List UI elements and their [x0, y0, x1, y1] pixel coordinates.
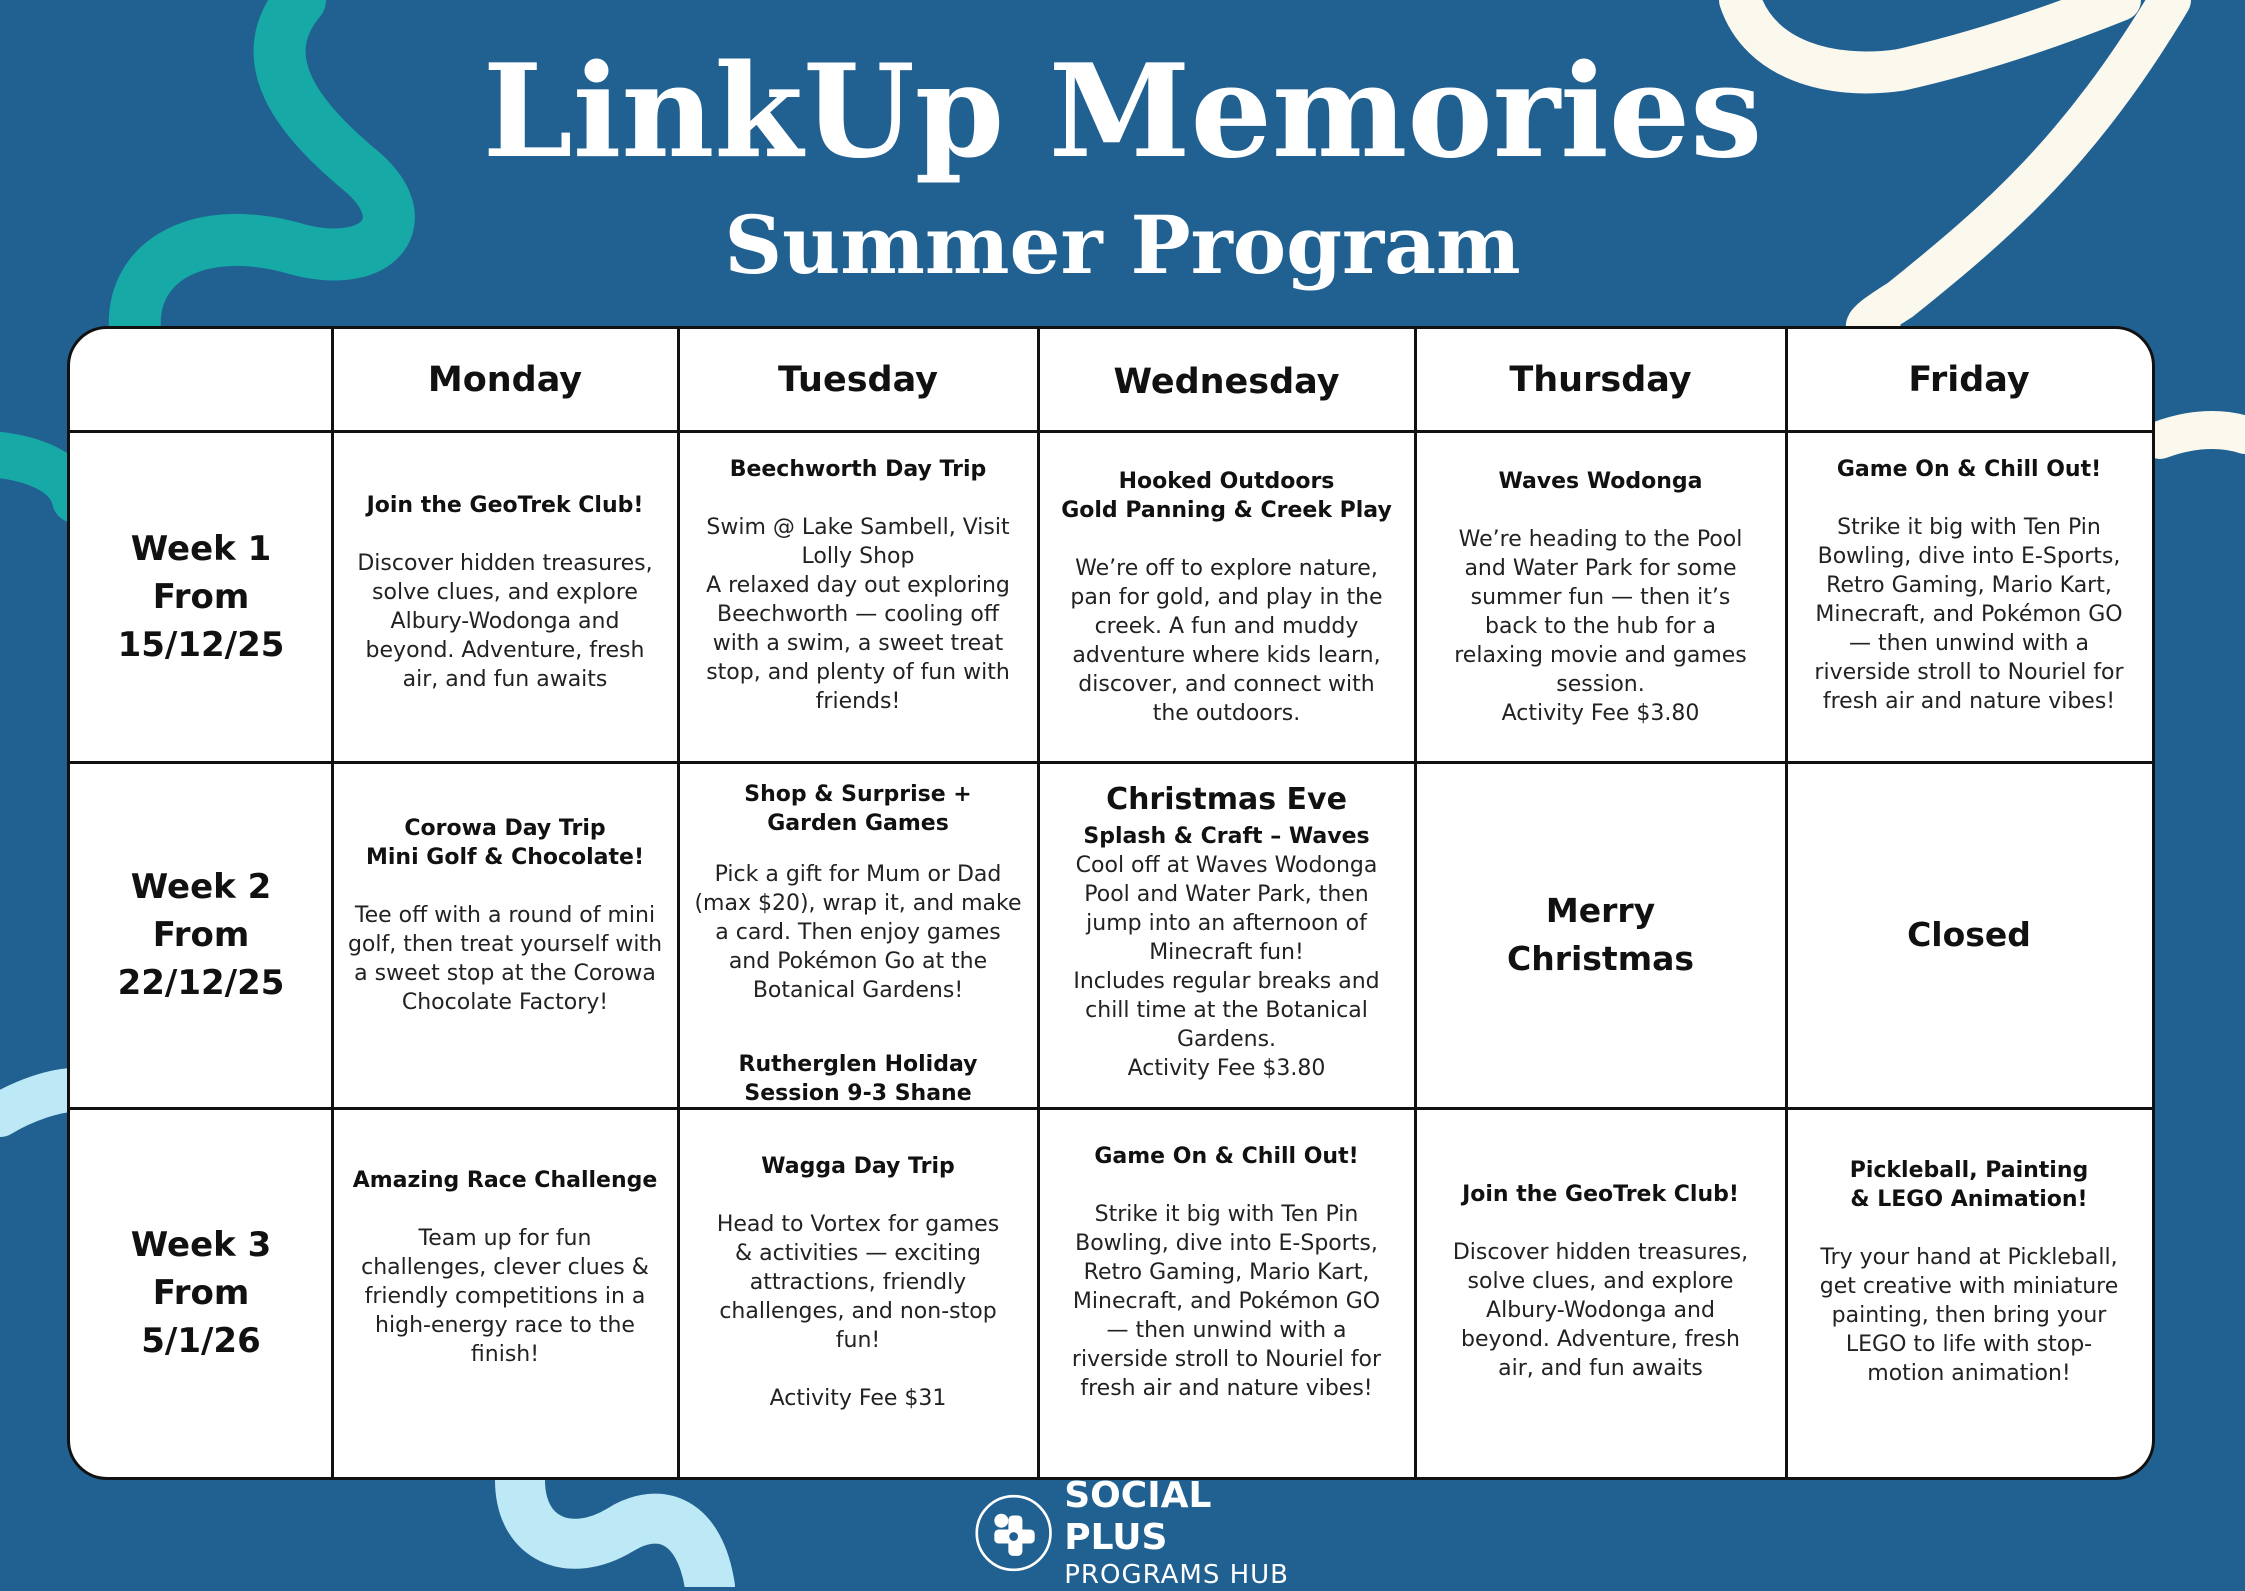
- activity-description: air, and fun awaits: [402, 667, 608, 692]
- activity-description: & activities — exciting: [735, 1241, 981, 1266]
- activity-description: finish!: [470, 1342, 540, 1367]
- activity-description: Swim @ Lake Sambell, Visit: [706, 515, 1010, 540]
- closure-label: Merry: [1545, 891, 1656, 930]
- activity-description: Try your hand at Pickleball,: [1820, 1245, 2118, 1270]
- activity-description: Chocolate Factory!: [401, 990, 609, 1015]
- activity-description: Strike it big with Ten Pin: [1837, 515, 2101, 540]
- week-label-line: 22/12/25: [117, 963, 285, 1003]
- plus-people-icon: [975, 1489, 1052, 1577]
- logo-line-1: SOCIAL PLUS: [1064, 1474, 1212, 1558]
- brand-logo: [975, 1474, 1295, 1590]
- activity-description: painting, then bring your: [1831, 1303, 2107, 1328]
- activity-description: Discover hidden treasures,: [357, 551, 653, 576]
- activity-description: Gardens.: [1176, 1027, 1277, 1052]
- activity-description: Minecraft, and Pokémon GO: [1072, 1289, 1381, 1314]
- activity-description: relaxing movie and games: [1454, 643, 1747, 668]
- day-header-thursday: Thursday: [1509, 360, 1692, 400]
- activity-description: Bowling, dive into E-Sports,: [1075, 1231, 1378, 1256]
- activity-description: We’re off to explore nature,: [1075, 556, 1378, 581]
- activity-description: riverside stroll to Nouriel for: [1814, 660, 2124, 685]
- activity-description: back to the hub for a: [1484, 614, 1717, 639]
- week-label-line: From: [152, 915, 250, 955]
- activity-description: Beechworth — cooling off: [716, 602, 999, 627]
- activity-cell: [332, 431, 678, 762]
- activity-title: Mini Golf & Chocolate!: [365, 845, 645, 870]
- activity-description: challenges, clever clues &: [361, 1255, 649, 1280]
- week-label-line: From: [152, 576, 250, 617]
- activity-cell: [332, 762, 678, 1108]
- activity-description: chill time at the Botanical: [1085, 998, 1368, 1023]
- activity-cell: [678, 762, 1038, 1108]
- day-header-monday: Monday: [427, 360, 583, 400]
- cream-wave-right-mid: [2160, 430, 2245, 440]
- activity-description: A relaxed day out exploring: [706, 573, 1010, 598]
- week-label-1: [70, 431, 332, 762]
- activity-description: Strike it big with Ten Pin: [1094, 1202, 1359, 1227]
- activity-description: motion animation!: [1867, 1361, 2071, 1386]
- activity-description: Team up for fun: [418, 1226, 592, 1251]
- week-label-line: Week 1: [130, 528, 272, 569]
- activity-cell: [1786, 762, 2152, 1108]
- activity-title: Shop & Surprise +: [744, 782, 972, 807]
- activity-description: Tee off with a round of mini: [354, 903, 656, 928]
- activity-description: Lolly Shop: [801, 544, 915, 569]
- activity-title: Amazing Race Challenge: [352, 1168, 658, 1193]
- activity-description: stop, and plenty of fun with: [706, 660, 1010, 685]
- activity-description: Activity Fee $3.80: [1501, 701, 1700, 726]
- activity-description: friendly competitions in a: [364, 1284, 646, 1309]
- week-label-2: [70, 762, 332, 1108]
- activity-description: solve clues, and explore: [1467, 1269, 1734, 1294]
- activity-description: the outdoors.: [1152, 701, 1301, 726]
- activity-description: Activity Fee $3.80: [1127, 1056, 1326, 1081]
- activity-description: Minecraft, and Pokémon GO: [1815, 602, 2123, 627]
- activity-description: — then unwind with a: [1848, 631, 2090, 656]
- activity-description: air, and fun awaits: [1498, 1356, 1703, 1381]
- activity-title: Join the GeoTrek Club!: [366, 493, 644, 518]
- activity-title: Game On & Chill Out!: [1094, 1144, 1359, 1169]
- activity-description: fresh air and nature vibes!: [1822, 689, 2116, 714]
- day-header-tuesday: Tuesday: [778, 360, 938, 400]
- activity-description: (max $20), wrap it, and make: [694, 891, 1022, 917]
- activity-title: Wagga Day Trip: [761, 1154, 955, 1179]
- activity-title: Beechworth Day Trip: [729, 457, 987, 482]
- week-label-3: [70, 1108, 332, 1477]
- activity-title: Pickleball, Painting: [1849, 1158, 2089, 1183]
- closure-label: Closed: [1907, 915, 2031, 954]
- activity-title: Corowa Day Trip: [404, 816, 606, 841]
- activity-cell: [678, 1108, 1038, 1477]
- activity-description: with a swim, a sweet treat: [712, 631, 1004, 656]
- day-header-friday: Friday: [1908, 360, 2030, 400]
- activity-cell: [1415, 1108, 1786, 1477]
- activity-description: Albury-Wodonga and: [390, 609, 620, 634]
- activity-title: Gold Panning & Creek Play: [1061, 498, 1392, 523]
- activity-description: pan for gold, and play in the: [1070, 585, 1383, 610]
- activity-cell: [1038, 1108, 1415, 1477]
- teal-wave-left: [0, 455, 75, 500]
- activity-description: Botanical Gardens!: [752, 978, 964, 1004]
- activity-cell: [1038, 762, 1415, 1108]
- activity-description: jump into an afternoon of: [1086, 911, 1367, 936]
- week-label-line: 15/12/25: [117, 624, 285, 665]
- activity-description: Discover hidden treasures,: [1452, 1240, 1749, 1265]
- page-subtitle: Summer Program: [724, 198, 1521, 292]
- session-note: Rutherglen Holiday: [738, 1051, 978, 1077]
- activity-cell: [1038, 431, 1415, 762]
- activity-description: a card. Then enjoy games: [715, 920, 1001, 946]
- activity-description: LEGO to life with stop-: [1845, 1332, 2093, 1357]
- activity-description: and Pokémon Go at the: [728, 949, 988, 975]
- activity-description: Pick a gift for Mum or Dad: [714, 862, 1002, 888]
- activity-description: adventure where kids learn,: [1072, 643, 1381, 668]
- lightblue-wave-bottom: [520, 1480, 710, 1587]
- lightblue-wave-left: [0, 1090, 75, 1115]
- activity-description: Includes regular breaks and: [1073, 969, 1380, 994]
- week-label-line: Week 2: [130, 867, 272, 907]
- activity-description: — then unwind with a: [1106, 1318, 1347, 1343]
- week-label-line: 5/1/26: [141, 1320, 261, 1361]
- activity-description: discover, and connect with: [1078, 672, 1375, 697]
- activity-description: beyond. Adventure, fresh: [365, 638, 645, 663]
- page-title: LinkUp Memories: [482, 37, 1763, 187]
- session-note: Session 9-3 Shane: [744, 1080, 972, 1106]
- activity-description: Retro Gaming, Mario Kart,: [1826, 573, 2112, 598]
- activity-cell: [1786, 431, 2152, 762]
- activity-description: riverside stroll to Nouriel for: [1071, 1347, 1382, 1372]
- activity-title: Game On & Chill Out!: [1836, 457, 2102, 482]
- activity-title: Join the GeoTrek Club!: [1462, 1182, 1739, 1207]
- activity-description: beyond. Adventure, fresh: [1461, 1327, 1740, 1352]
- activity-cell: [1415, 762, 1786, 1108]
- logo-line-2: PROGRAMS HUB: [1064, 1559, 1290, 1590]
- activity-description: solve clues, and explore: [372, 580, 638, 605]
- activity-description: Cool off at Waves Wodonga: [1075, 853, 1378, 878]
- activity-description: and Water Park for some: [1464, 556, 1737, 581]
- activity-description: a sweet stop at the Corowa: [354, 961, 656, 986]
- activity-description: We’re heading to the Pool: [1458, 527, 1743, 552]
- activity-title: & LEGO Animation!: [1850, 1187, 2088, 1212]
- program-table: [67, 326, 2155, 1480]
- activity-description: friends!: [815, 689, 901, 714]
- activity-description: session.: [1556, 672, 1645, 697]
- week-label-line: Week 3: [130, 1224, 272, 1265]
- week-label-line: From: [152, 1272, 250, 1313]
- activity-cell: [678, 431, 1038, 762]
- activity-description: get creative with miniature: [1819, 1274, 2119, 1299]
- activity-description: attractions, friendly: [749, 1270, 967, 1295]
- activity-description: Retro Gaming, Mario Kart,: [1083, 1260, 1370, 1285]
- activity-title: Waves Wodonga: [1498, 469, 1703, 494]
- activity-description: challenges, and non-stop: [719, 1299, 997, 1324]
- activity-title: Garden Games: [767, 811, 949, 836]
- activity-description: Head to Vortex for games: [716, 1212, 1000, 1237]
- closure-label: Christmas: [1506, 939, 1694, 978]
- activity-description: Pool and Water Park, then: [1084, 882, 1369, 907]
- activity-description: Albury-Wodonga and: [1486, 1298, 1715, 1323]
- activity-description: golf, then treat yourself with: [347, 932, 663, 957]
- activity-description: Minecraft fun!: [1149, 940, 1304, 965]
- activity-title: Splash & Craft – Waves: [1083, 824, 1370, 849]
- activity-cell: [332, 1108, 678, 1477]
- activity-description: fresh air and nature vibes!: [1080, 1376, 1373, 1401]
- activity-cell: [1415, 431, 1786, 762]
- activity-description: high-energy race to the: [375, 1313, 635, 1338]
- activity-cell: [1786, 1108, 2152, 1477]
- activity-description: creek. A fun and muddy: [1094, 614, 1359, 639]
- activity-fee: Activity Fee $31: [769, 1386, 947, 1411]
- day-title: Christmas Eve: [1106, 782, 1347, 817]
- activity-description: summer fun — then it’s: [1470, 585, 1731, 610]
- activity-description: fun!: [835, 1328, 881, 1353]
- day-header-wednesday: Wednesday: [1113, 362, 1340, 402]
- activity-description: Bowling, dive into E-Sports,: [1817, 544, 2121, 569]
- activity-title: Hooked Outdoors: [1118, 469, 1335, 494]
